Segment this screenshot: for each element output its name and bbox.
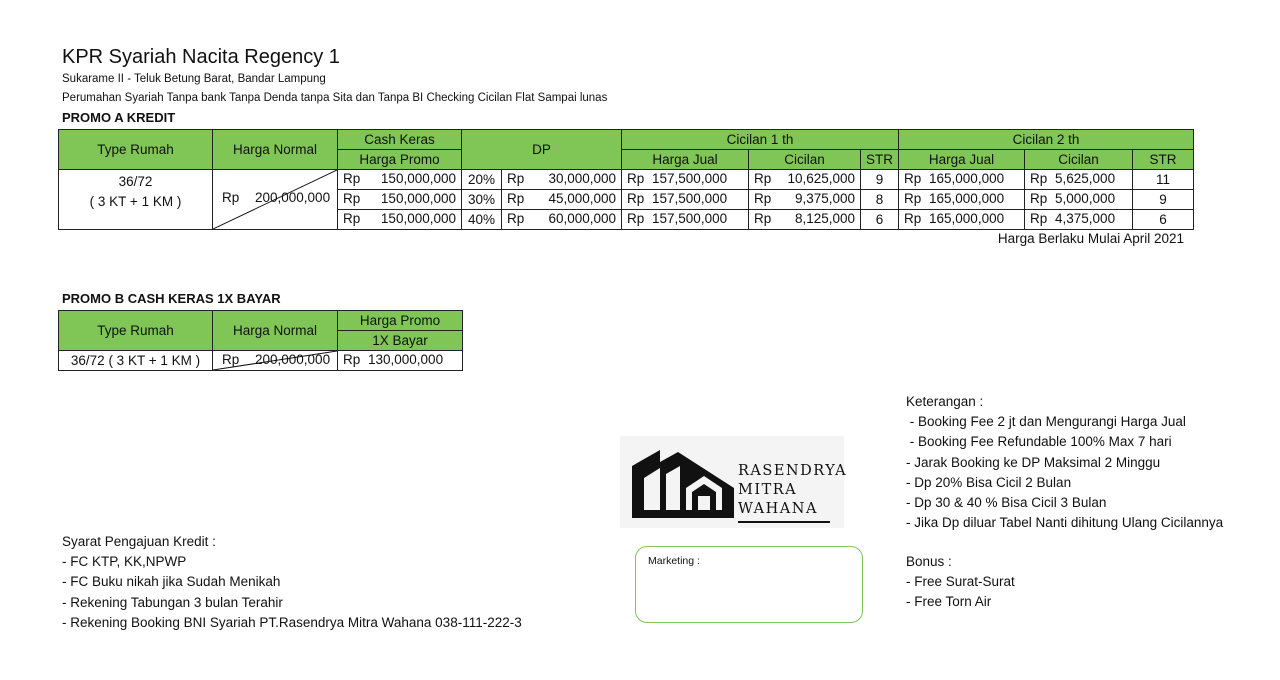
harga-jual-1: 157,500,000 [652, 171, 728, 186]
cicilan-2: 5,625,000 [1055, 171, 1116, 186]
table-row [59, 170, 1194, 190]
cicilan-2: 5,000,000 [1055, 191, 1116, 206]
col-harga-normal: Harga Normal [213, 311, 338, 351]
col-harga-promo: Harga Promo [338, 311, 463, 331]
type-rumah-value: 36/72 ( 3 KT + 1 KM ) [59, 351, 213, 371]
harga-jual-2-cell [899, 190, 1025, 210]
tagline: Perumahan Syariah Tanpa bank Tanpa Denda tanpa Sita dan Tanpa BI Checking Cicilan Flat Sampai lunas [62, 92, 608, 104]
type-rumah-cell [59, 170, 213, 230]
syarat-item: - Rekening Booking BNI Syariah PT.Rasendrya Mitra Wahana 038-111-222-3 [62, 614, 522, 630]
logo-wordmark [738, 462, 847, 519]
col-str-1: STR [861, 150, 899, 170]
rp-label: Rp [627, 171, 645, 186]
marketing-box [635, 546, 863, 623]
cicilan-1: 9,375,000 [794, 191, 856, 206]
harga-jual-1: 157,500,000 [652, 211, 728, 226]
harga-jual-1-cell [622, 170, 749, 190]
keterangan-item: - Jika Dp diluar Tabel Nanti dihitung Ulang Cicilannya [906, 515, 1224, 531]
col-harga-promo: Harga Promo [338, 150, 462, 170]
promo-price: 150,000,000 [380, 211, 456, 226]
rp-label: Rp [904, 211, 922, 226]
house-logo-icon [630, 448, 734, 520]
dp-percent: 20% [462, 170, 502, 190]
col-type-rumah: Type Rumah [59, 311, 213, 351]
type-rumah-detail: ( 3 KT + 1 KM ) [89, 194, 182, 209]
logo-underline [738, 521, 830, 523]
dp-cell [502, 210, 622, 230]
dp-percent: 40% [462, 210, 502, 230]
page-title: KPR Syariah Nacita Regency 1 [62, 46, 340, 68]
col-dp: DP [462, 130, 622, 170]
logo-line-1: RASENDRYA [738, 463, 848, 479]
dp-amount: 30,000,000 [548, 171, 617, 186]
col-harga-normal: Harga Normal [213, 130, 338, 170]
cicilan-1: 8,125,000 [794, 211, 856, 226]
col-cicilan-1-amount: Cicilan [749, 150, 861, 170]
rp-label: Rp [507, 191, 525, 206]
type-rumah-value: 36/72 [118, 174, 153, 189]
harga-normal-cell [213, 351, 338, 371]
cicilan-2-cell [1025, 210, 1133, 230]
rp-label: Rp [343, 211, 361, 226]
harga-jual-1-cell [622, 190, 749, 210]
col-harga-jual-2: Harga Jual [899, 150, 1025, 170]
rp-label: Rp [343, 171, 361, 186]
rp-label: Rp [1030, 191, 1048, 206]
bonus-item: - Free Torn Air [906, 594, 992, 610]
keterangan-item: - Booking Fee Refundable 100% Max 7 hari [906, 434, 1172, 450]
promo-a-heading: PROMO A KREDIT [62, 110, 176, 125]
col-cicilan-2-amount: Cicilan [1025, 150, 1133, 170]
syarat-item: - FC KTP, KK,NPWP [62, 554, 187, 570]
rp-label: Rp [627, 191, 645, 206]
col-harga-jual-1: Harga Jual [622, 150, 749, 170]
company-logo [620, 436, 848, 528]
promo-price-cell [338, 190, 462, 210]
rp-label: Rp [754, 191, 772, 206]
cicilan-2-cell [1025, 190, 1133, 210]
promo-price-cell [338, 170, 462, 190]
harga-normal-rp: Rp [222, 190, 240, 205]
harga-normal-value: 200,000,000 [255, 190, 331, 205]
syarat-section [62, 532, 522, 633]
promo-price-cell [338, 351, 463, 371]
promo-price-cell [338, 210, 462, 230]
marketing-label: Marketing : [648, 555, 700, 567]
promo-a-table [58, 129, 1194, 230]
str-2: 11 [1133, 170, 1194, 190]
rp-label: Rp [507, 171, 525, 186]
col-str-2: STR [1133, 150, 1194, 170]
promo-b-heading: PROMO B CASH KERAS 1X BAYAR [62, 291, 281, 306]
rp-label: Rp [343, 352, 361, 367]
cicilan-2: 4,375,000 [1055, 211, 1116, 226]
promo-price: 150,000,000 [380, 191, 456, 206]
logo-line-2: MITRA [738, 482, 798, 498]
harga-jual-2: 165,000,000 [929, 171, 1005, 186]
dp-cell [502, 190, 622, 210]
rp-label: Rp [507, 211, 525, 226]
harga-jual-2-cell [899, 170, 1025, 190]
keterangan-item: - Dp 20% Bisa Cicil 2 Bulan [906, 474, 1072, 490]
cicilan-1-cell [749, 190, 861, 210]
keterangan-item: - Booking Fee 2 jt dan Mengurangi Harga Jual [906, 414, 1186, 430]
address: Sukarame II - Teluk Betung Barat, Bandar Lampung [62, 73, 326, 85]
syarat-title: Syarat Pengajuan Kredit : [62, 534, 216, 549]
keterangan-item: - Dp 30 & 40 % Bisa Cicil 3 Bulan [906, 495, 1107, 511]
keterangan-title: Keterangan : [906, 394, 984, 409]
cicilan-1-cell [749, 170, 861, 190]
cicilan-2-cell [1025, 170, 1133, 190]
dp-cell [502, 170, 622, 190]
promo-price: 150,000,000 [380, 171, 456, 186]
cicilan-1-cell [749, 210, 861, 230]
price-valid-note: Harga Berlaku Mulai April 2021 [997, 231, 1184, 246]
harga-jual-1-cell [622, 210, 749, 230]
keterangan-item: - Jarak Booking ke DP Maksimal 2 Minggu [906, 454, 1161, 470]
col-cicilan-2: Cicilan 2 th [899, 130, 1194, 150]
col-1x-bayar: 1X Bayar [338, 331, 463, 351]
rp-label: Rp [1030, 171, 1048, 186]
harga-jual-2: 165,000,000 [929, 211, 1005, 226]
rp-label: Rp [754, 171, 772, 186]
rp-label: Rp [627, 211, 645, 226]
cicilan-1: 10,625,000 [787, 171, 856, 186]
harga-normal-cell [213, 170, 338, 230]
dp-amount: 60,000,000 [548, 211, 617, 226]
bonus-item: - Free Surat-Surat [906, 574, 1015, 590]
harga-jual-2: 165,000,000 [929, 191, 1005, 206]
dp-percent: 30% [462, 190, 502, 210]
logo-line-3: WAHANA [738, 501, 818, 517]
harga-normal-value: 200,000,000 [255, 352, 331, 367]
str-1: 6 [861, 210, 899, 230]
str-2: 6 [1133, 210, 1194, 230]
str-1: 8 [861, 190, 899, 210]
col-cash-keras: Cash Keras [338, 130, 462, 150]
harga-jual-2-cell [899, 210, 1025, 230]
dp-amount: 45,000,000 [548, 191, 617, 206]
col-type-rumah: Type Rumah [59, 130, 213, 170]
rp-label: Rp [754, 211, 772, 226]
promo-price: 130,000,000 [368, 352, 444, 367]
table-row [59, 351, 463, 371]
promo-b-table [58, 310, 463, 371]
rp-label: Rp [343, 191, 361, 206]
rp-label: Rp [1030, 211, 1048, 226]
bonus-title: Bonus : [906, 554, 952, 569]
rp-label: Rp [904, 191, 922, 206]
bonus-section [906, 552, 1015, 613]
harga-jual-1: 157,500,000 [652, 191, 728, 206]
str-1: 9 [861, 170, 899, 190]
harga-normal-rp: Rp [222, 352, 240, 367]
syarat-item: - Rekening Tabungan 3 bulan Terahir [62, 594, 283, 610]
syarat-item: - FC Buku nikah jika Sudah Menikah [62, 574, 281, 590]
col-cicilan-1: Cicilan 1 th [622, 130, 899, 150]
str-2: 9 [1133, 190, 1194, 210]
rp-label: Rp [904, 171, 922, 186]
keterangan-section [906, 392, 1223, 533]
